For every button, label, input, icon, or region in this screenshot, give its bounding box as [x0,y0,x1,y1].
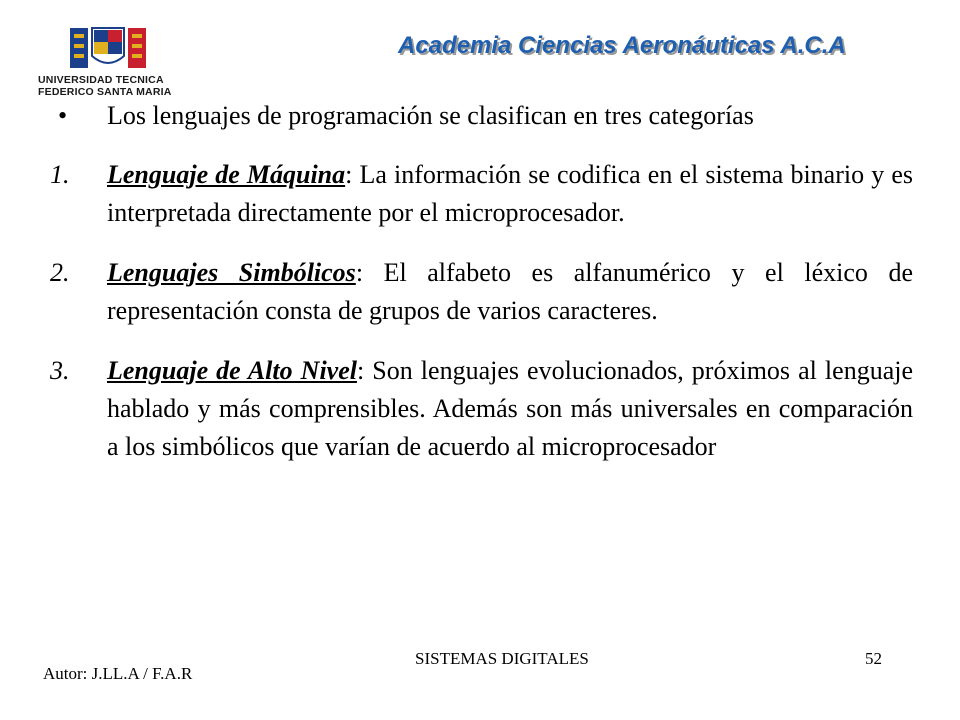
list-item-number: 1. [50,160,70,189]
university-name-line2: FEDERICO SANTA MARIA [38,86,172,98]
footer-course: SISTEMAS DIGITALES [415,649,589,668]
slide-content [50,98,913,466]
list-item-term: Lenguajes Simbólicos [107,258,356,287]
university-name-line1: UNIVERSIDAD TECNICA [38,74,164,86]
list-item-text: : El alfabeto es alfanumérico y el léxico de representación consta de grupos de varios caracteres. [107,258,913,325]
list-item [50,254,913,330]
list-item [50,352,913,466]
page-number: 52 [865,649,882,668]
list-item-term: Lenguaje de Alto Nivel [107,356,357,385]
list-item-text: : La información se codifica en el sistema binario y es interpretada directamente por el microprocesador. [107,160,913,227]
list-item-text: : Son lenguajes evolucionados, próximos al lenguaje hablado y más comprensibles. Además son más universales en comparación a los simbólicos que varían de acuerdo al microprocesador [107,356,913,461]
list-item-number: 2. [50,258,70,287]
university-crest-icon [68,26,148,70]
university-logo [38,26,178,102]
footer-author: Autor: J.LL.A / F.A.R [43,664,193,683]
list-item-number: 3. [50,356,70,385]
intro-text: Los lenguajes de programación se clasifican en tres categorías [107,101,754,130]
bullet-icon: • [58,101,68,130]
organization-title: Academia Ciencias Aeronáuticas A.C.A [398,32,846,59]
list-item-term: Lenguaje de Máquina [107,160,346,189]
intro-paragraph [50,98,913,134]
university-name [38,74,178,98]
list-item [50,156,913,232]
